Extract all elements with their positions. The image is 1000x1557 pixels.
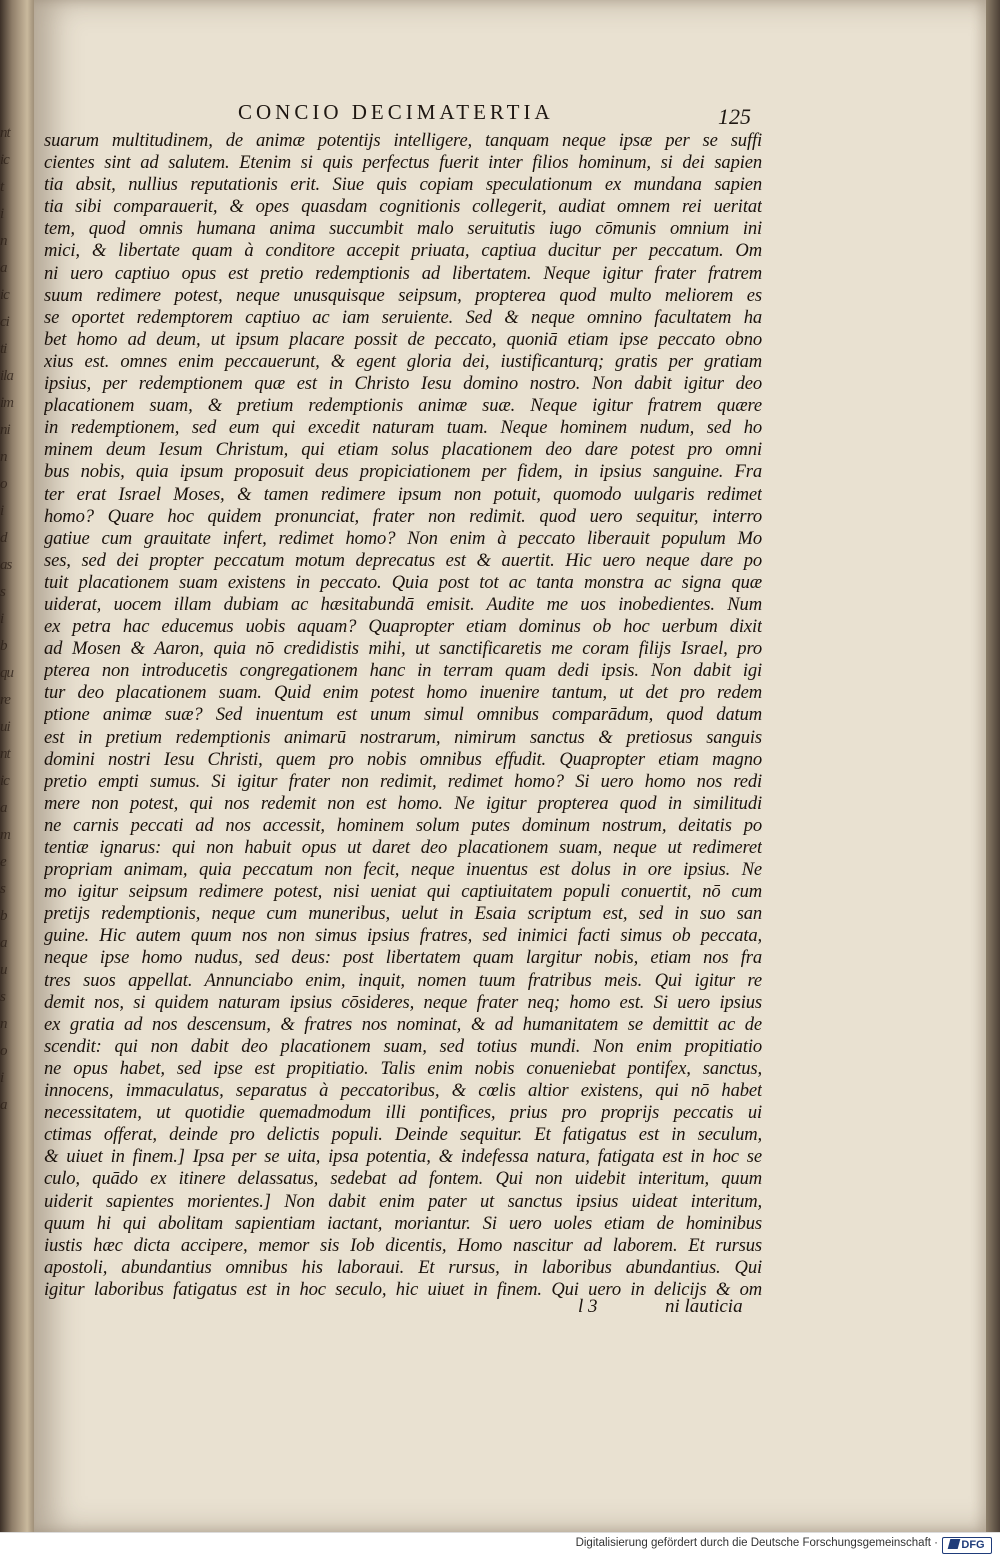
- dfg-logo[interactable]: [942, 1537, 992, 1554]
- text-line: tia absit, nullius reputationis erit. Siue quis copiam speculationum ex mundana sapien: [44, 174, 762, 196]
- left-page-fragment: ti: [0, 341, 7, 357]
- text-line: ctimas offerat, deinde pro delictis populi. Deinde sequitur. Et fatigatus est in seculum,: [44, 1124, 762, 1146]
- text-line: ter erat Israel Moses, & tamen redimere ipsum non potuit, quomodo uulgaris redimet: [44, 483, 762, 505]
- left-page-fragment: ila: [0, 368, 13, 384]
- left-page-fragment: o: [0, 1043, 7, 1059]
- left-page-fragment: o: [0, 476, 7, 492]
- left-page-fragment: ic: [0, 773, 9, 789]
- text-line: igitur laboribus fatigatus est in hoc seculo, hic uiuet in finem. Qui uero in delicijs & om: [44, 1278, 762, 1300]
- text-line: ne opus habet, sed ipse est propitiatio. Talis enim nobis conueniebat pontifex, sanctus,: [44, 1057, 762, 1079]
- left-page-fragment: n: [0, 449, 7, 465]
- text-line: ex gratia ad nos descensum, & fratres nos nominat, & ad humanitatem se demittit ac de: [44, 1013, 762, 1035]
- footer-bar: [0, 1532, 1000, 1557]
- text-line: minem deum Iesum Christum, qui etiam solus placationem deo dare potest pro omni: [44, 439, 762, 461]
- left-page-fragment: a: [0, 800, 7, 816]
- dfg-logo-text: DFG: [961, 1539, 985, 1551]
- left-page-fragment: ic: [0, 287, 9, 303]
- text-line: pretio empti sumus. Si igitur frater non redimit, redimet homo? Si uero homo nos redi: [44, 770, 762, 792]
- text-line: propriam animam, quia peccatum non fecit, neque inuentus est dolus in ore ipsius. Ne: [44, 859, 762, 881]
- left-page-fragment: m: [0, 827, 10, 843]
- text-line: est in pretium redemptionis animarū nostrarum, nimirum sanctus & pretiosus sanguis: [44, 726, 762, 748]
- left-page-fragment: u: [0, 962, 7, 978]
- text-line: se oportet redemptorem captiuo ac iam seruiente. Sed & neque omnino facultatem ha: [44, 306, 762, 328]
- text-line: tur deo placationem suam. Quid enim potest homo inuenire tantum, ut det pro redem: [44, 682, 762, 704]
- text-line: ipsius, per redemptionem quæ est in Christo Iesu domino nostro. Non dabit igitur deo: [44, 373, 762, 395]
- text-line: innocens, immaculatus, separatus à peccatoribus, & cœlis altior existens, qui nō habet: [44, 1080, 762, 1102]
- left-page-fragment: d: [0, 530, 7, 546]
- left-page-fragment: re: [0, 692, 10, 708]
- left-page-fragment: ni: [0, 422, 10, 438]
- text-line: pterea non introducetis congregationem hanc in terram quam dedi ipsis. Non dabit igi: [44, 660, 762, 682]
- left-page-fragment: ui: [0, 719, 10, 735]
- text-line: & uiuet in finem.] Ipsa per se uita, ipsa potentia, & indefessa natura, fatigata est in hoc se: [44, 1146, 762, 1168]
- left-page-fragment: im: [0, 395, 13, 411]
- text-line: guine. Hic autem quum nos non simus ipsius fratres, sed inimici facti simus ob peccata,: [44, 925, 762, 947]
- text-line: tentiæ ignarus: qui non habuit opus ut daret deo placationem suam, neque ut redimeret: [44, 837, 762, 858]
- left-page-edge: [0, 0, 34, 1532]
- left-page-fragment: s: [0, 584, 5, 600]
- text-line: mo igitur seipsum redimere potest, nisi ueniat qui captiuitatem populi conuertit, nō cum: [44, 881, 762, 903]
- text-line: suum redimere potest, neque unusquisque seipsum, propterea quod multo meliorem es: [44, 284, 762, 306]
- left-page-fragment: as: [0, 557, 12, 573]
- left-page-fragment: b: [0, 908, 7, 924]
- text-line: neque ipse homo nudus, sed deus: post libertatem quam largitur nobis, etiam nos fra: [44, 947, 762, 969]
- left-page-fragment: a: [0, 260, 7, 276]
- text-line: ni uero captiuo opus est pretio redemptionis ad libertatem. Neque igitur frater fratrem: [44, 262, 762, 284]
- right-page-edge: [986, 0, 1000, 1532]
- catchword: ni lauticia: [665, 1296, 743, 1317]
- left-page-fragment: a: [0, 1097, 7, 1113]
- text-line: bet homo ad deum, ut ipsum placare possit de peccato, quoniā etiam ipse peccato obno: [44, 328, 762, 350]
- left-page-fragment: n: [0, 233, 7, 249]
- text-line: suarum multitudinem, de animæ potentijs intelligere, tanquam neque ipsæ per se suffi: [44, 130, 762, 151]
- left-page-fragment: nt: [0, 746, 10, 762]
- text-line: domini nostri Iesu Christi, quem pro nobis omnibus effudit. Quapropter etiam magno: [44, 748, 762, 770]
- text-line: placationem suam, & pretium redemptionis animæ suæ. Neque igitur fratrem quære: [44, 395, 762, 417]
- text-line: bus nobis, quia ipsum proposuit deus propiciationem per fidem, in ipsius sanguine. Fra: [44, 461, 762, 483]
- text-line: demit nos, si quidem naturam ipsius cōsideres, neque frater neq; homo est. Si uero ipsius: [44, 991, 762, 1013]
- left-page-fragment: i: [0, 1070, 4, 1086]
- text-line: cientes sint ad salutem. Etenim si quis perfectus fuerit inter filios hominum, si dei sapien: [44, 152, 762, 174]
- dfg-mark-icon: [948, 1539, 961, 1549]
- text-line: ne carnis peccati ad nos accessit, hominem solum putes dominum nostrum, deitatis po: [44, 814, 762, 836]
- left-page-fragment: b: [0, 638, 7, 654]
- text-line: iustis hæc dicta accipere, memor sis Iob dicentis, Homo nascitur ad laborem. Et rursus: [44, 1234, 762, 1256]
- main-text-block: [44, 130, 762, 1300]
- left-page-fragment: e: [0, 854, 6, 870]
- text-line: ad Mosen & Aaron, quia nō credidistis mihi, ut sanctificaretis me coram filijs Israel, pro: [44, 638, 762, 660]
- text-line: tres suos appellat. Annunciabo enim, inquit, nomen tuum fratribus meis. Qui igitur re: [44, 969, 762, 991]
- text-line: necessitatem, ut quotidie quemadmodum illi pontifices, prius pro proprijs peccatis ui: [44, 1102, 762, 1124]
- text-line: homo? Quare hoc quidem pronunciat, frater non redimit. quod uero sequitur, interro: [44, 505, 762, 527]
- text-line: tia sibi comparauerit, & opes quasdam cognitionis collegerit, audiat omnem rei ueritat: [44, 196, 762, 218]
- text-line: tem, quod omnis humana anima succumbit malo seruitutis iugo cōmunis omnium ini: [44, 218, 762, 240]
- signature-mark: l 3: [578, 1296, 598, 1317]
- text-line: pretijs redemptionis, neque cum muneribus, uelut in Esaia scriptum est, sed in suo san: [44, 903, 762, 925]
- text-line: culo, quādo ex itinere delassatus, sedebat ad fontem. Qui non uidebit interitum, quum: [44, 1168, 762, 1190]
- text-line: in redemptionem, sed eum qui excedit naturam tuam. Neque hominem nudum, sed ho: [44, 417, 762, 439]
- left-page-fragment: i: [0, 206, 4, 222]
- text-line: apostoli, abundantius omnibus his laboraui. Et rursus, in laboribus abundantius. Qui: [44, 1256, 762, 1278]
- left-page-fragment: ci: [0, 314, 9, 330]
- text-line: gatiue cum grauitate infert, redimet homo? Non enim à peccato liberauit populum Mo: [44, 527, 762, 549]
- left-page-fragment: s: [0, 989, 5, 1005]
- text-line: mici, & libertate quam à conditore accepit priuata, captiua ducitur per peccatum. Om: [44, 240, 762, 262]
- page-number: 125: [718, 104, 751, 129]
- text-line: ses, sed dei propter peccatum motum deprecatus est & auertit. Hic uero neque dare po: [44, 549, 762, 571]
- text-line: quum hi qui abolitam sapientiam iactant, moriantur. Si uero uoles etiam de hominibus: [44, 1212, 762, 1234]
- left-page-fragment: a: [0, 935, 7, 951]
- text-line: mere non potest, qui nos redemit non est homo. Ne igitur propterea quod in similitudi: [44, 792, 762, 814]
- left-page-fragment: qu: [0, 665, 13, 681]
- left-page-fragment: i: [0, 503, 4, 519]
- left-page-fragments: [0, 120, 26, 1300]
- text-line: ptione animæ suæ? Sed inuentum est unum simul omnibus comparādum, quod datum: [44, 704, 762, 726]
- text-line: tuit placationem suam existens in peccato. Quia post tot ac tanta monstra ac signa quæ: [44, 571, 762, 593]
- left-page-fragment: ic: [0, 152, 9, 168]
- left-page-fragment: t: [0, 179, 4, 195]
- text-line: uiderat, uocem illam dubiam ac hæsitabundā emisit. Audite me uos inobedientes. Num: [44, 593, 762, 615]
- left-page-fragment: n: [0, 1016, 7, 1032]
- text-line: uiderit sapientes morientes.] Non dabit enim pater ut sanctus ipsius uideat interitum,: [44, 1190, 762, 1212]
- text-line: ex petra hac educemus uobis aquam? Quapropter etiam dominus ob hoc uerbum dixit: [44, 616, 762, 638]
- text-line: xius est. omnes enim peccauerunt, & egent gloria dei, iustificanturq; gratis per gratiam: [44, 350, 762, 372]
- left-page-fragment: nt: [0, 125, 10, 141]
- text-line: scendit: qui non dabit deo placationem suam, sed totius mundi. Non enim propitiatio: [44, 1035, 762, 1057]
- left-page-fragment: i: [0, 611, 4, 627]
- running-head: CONCIO DECIMATERTIA: [238, 100, 554, 124]
- left-page-fragment: s: [0, 881, 5, 897]
- funding-notice: Digitalisierung gefördert durch die Deutsche Forschungsgemeinschaft ·: [575, 1537, 938, 1549]
